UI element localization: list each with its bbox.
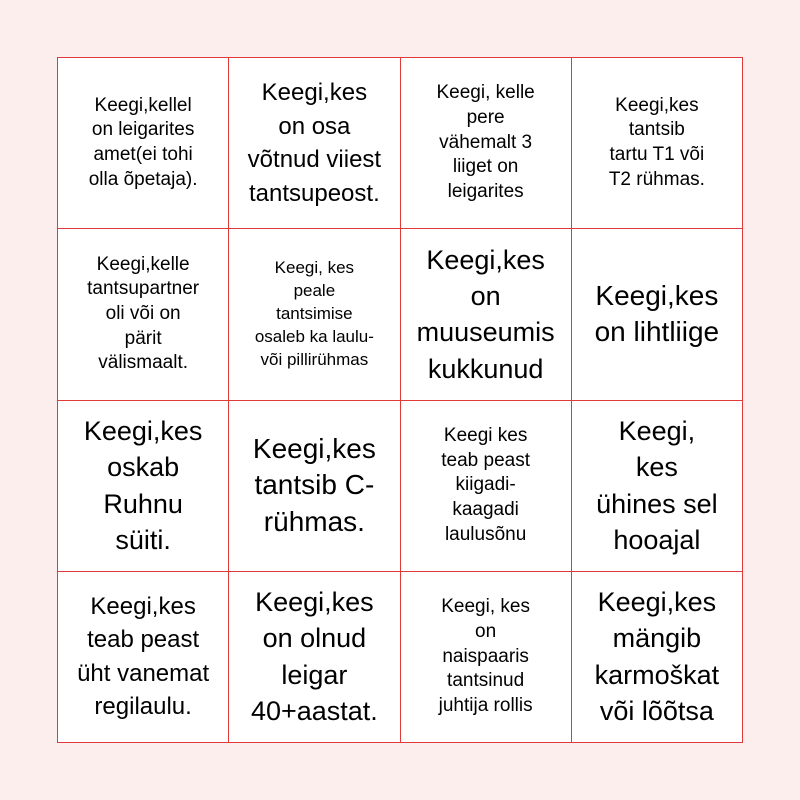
bingo-cell[interactable] xyxy=(572,572,743,743)
bingo-cell-text: Keegi,kes tantsib C- rühmas. xyxy=(252,433,376,537)
bingo-cell-text: Keegi,kes on osa võtnud viiest tantsupeost. xyxy=(247,78,382,207)
bingo-cell-text: Keegi,kelle tantsupartner oli või on pärit välismaalt. xyxy=(87,253,200,374)
bingo-cell-text: Keegi, kelle pere vähemalt 3 liiget on leigarites xyxy=(436,82,535,203)
bingo-cell[interactable] xyxy=(229,229,400,400)
bingo-cell[interactable] xyxy=(229,58,400,229)
bingo-cell-text: Keegi, kes on naispaaris tantsinud juhtija rollis xyxy=(438,596,533,716)
bingo-grid xyxy=(57,57,743,743)
bingo-cell[interactable] xyxy=(58,229,229,400)
bingo-cell-text: Keegi,kellel on leigarites amet(ei tohi olla õpetaja). xyxy=(88,94,198,190)
bingo-cell[interactable] xyxy=(401,229,572,400)
bingo-cell-text: Keegi,kes oskab Ruhnu süiti. xyxy=(83,415,203,556)
bingo-cell-text: Keegi,kes on muuseumis kukkunud xyxy=(416,244,555,384)
bingo-cell-text: Keegi,kes on lihtliige xyxy=(594,279,720,348)
bingo-cell-text: Keegi, kes ühines sel hooajal xyxy=(596,415,718,556)
bingo-cell[interactable] xyxy=(229,572,400,743)
bingo-cell[interactable] xyxy=(401,58,572,229)
bingo-cell-text: Keegi,kes on olnud leigar 40+aastat. xyxy=(250,587,378,727)
bingo-cell[interactable] xyxy=(58,58,229,229)
bingo-cell-text: Keegi kes teab peast kiigadi- kaagadi laulusõnu xyxy=(441,424,530,545)
bingo-cell-text: Keegi,kes tantsib tartu T1 või T2 rühmas. xyxy=(608,94,705,190)
bingo-cell-text: Keegi,kes teab peast üht vanemat regilaulu. xyxy=(77,592,210,721)
bingo-cell[interactable] xyxy=(58,572,229,743)
bingo-cell[interactable] xyxy=(572,401,743,572)
bingo-cell-text: Keegi, kes peale tantsimise osaleb ka laulu- või pillirühmas xyxy=(254,258,374,369)
bingo-cell[interactable] xyxy=(572,229,743,400)
bingo-cell[interactable] xyxy=(401,572,572,743)
bingo-cell-text: Keegi,kes mängib karmoškat või lõõtsa xyxy=(594,587,720,727)
bingo-cell[interactable] xyxy=(58,401,229,572)
bingo-cell[interactable] xyxy=(401,401,572,572)
bingo-cell[interactable] xyxy=(229,401,400,572)
bingo-cell[interactable] xyxy=(572,58,743,229)
